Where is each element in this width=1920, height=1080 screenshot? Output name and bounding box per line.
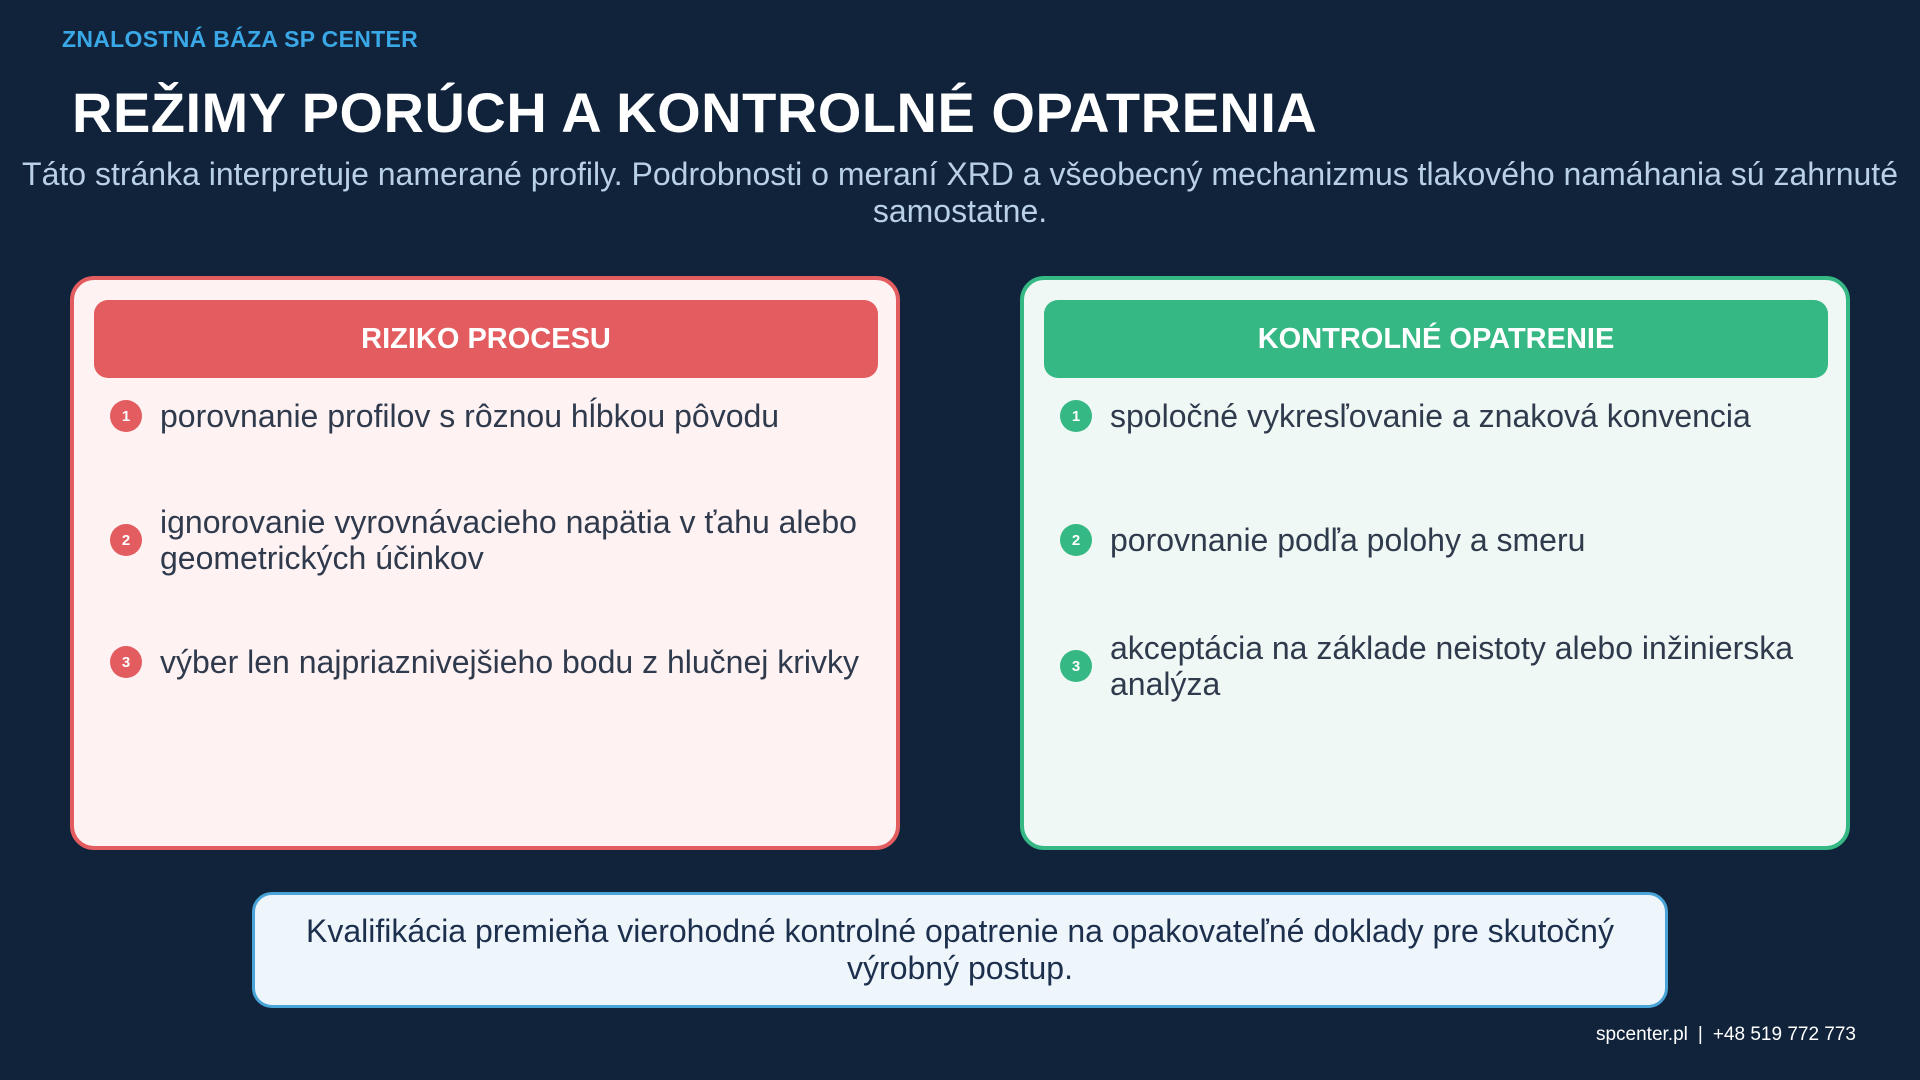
control-panel (1020, 276, 1850, 850)
qualification-statement-box (252, 892, 1668, 1008)
qualification-statement: Kvalifikácia premieňa vierohodné kontrolné opatrenie na opakovateľné doklady pre skutočný výrobný postup. (306, 913, 1614, 986)
control-panel-heading: KONTROLNÉ OPATRENIE (1044, 300, 1828, 378)
risk-item-text: výber len najpriaznivejšieho bodu z hlučnej krivky (160, 644, 860, 680)
number-badge: 1 (110, 400, 142, 432)
number-badge: 2 (110, 524, 142, 556)
risk-item-text: porovnanie profilov s rôznou hĺbkou pôvodu (160, 398, 780, 434)
control-item-3 (1060, 606, 1820, 726)
page-title: REŽIMY PORÚCH A KONTROLNÉ OPATRENIA (72, 81, 1318, 144)
number-badge: 3 (110, 646, 142, 678)
number-badge: 3 (1060, 650, 1092, 682)
page-subtitle: Táto stránka interpretuje namerané profily. Podrobnosti o meraní XRD a všeobecný mechanizmus tlakového namáhania sú zahrnuté samostatne. (22, 156, 1898, 229)
phone-number[interactable]: +48 519 772 773 (1712, 1024, 1856, 1045)
control-item-1 (1060, 368, 1820, 464)
number-badge: 2 (1060, 524, 1092, 556)
control-item-2 (1060, 492, 1820, 588)
website-link[interactable]: spcenter.pl (1595, 1024, 1688, 1045)
control-item-text: porovnanie podľa polohy a smeru (1110, 522, 1586, 558)
contact-separator: | (1697, 1024, 1703, 1045)
risk-panel (70, 276, 900, 850)
control-item-text: spoločné vykresľovanie a znaková konvencia (1110, 398, 1751, 434)
risk-panel-heading: RIZIKO PROCESU (94, 300, 878, 378)
control-item-text: akceptácia na základe neistoty alebo inžinierska analýza (1110, 630, 1794, 702)
risk-item-text: ignorovanie vyrovnávacieho napätia v ťahu alebo geometrických účinkov (160, 504, 857, 576)
risk-item-1 (110, 368, 870, 464)
number-badge: 1 (1060, 400, 1092, 432)
risk-item-2 (110, 480, 870, 600)
contact-info (1596, 1024, 1856, 1046)
risk-item-3 (110, 614, 870, 710)
kicker-label: ZNALOSTNÁ BÁZA SP CENTER (62, 26, 419, 52)
